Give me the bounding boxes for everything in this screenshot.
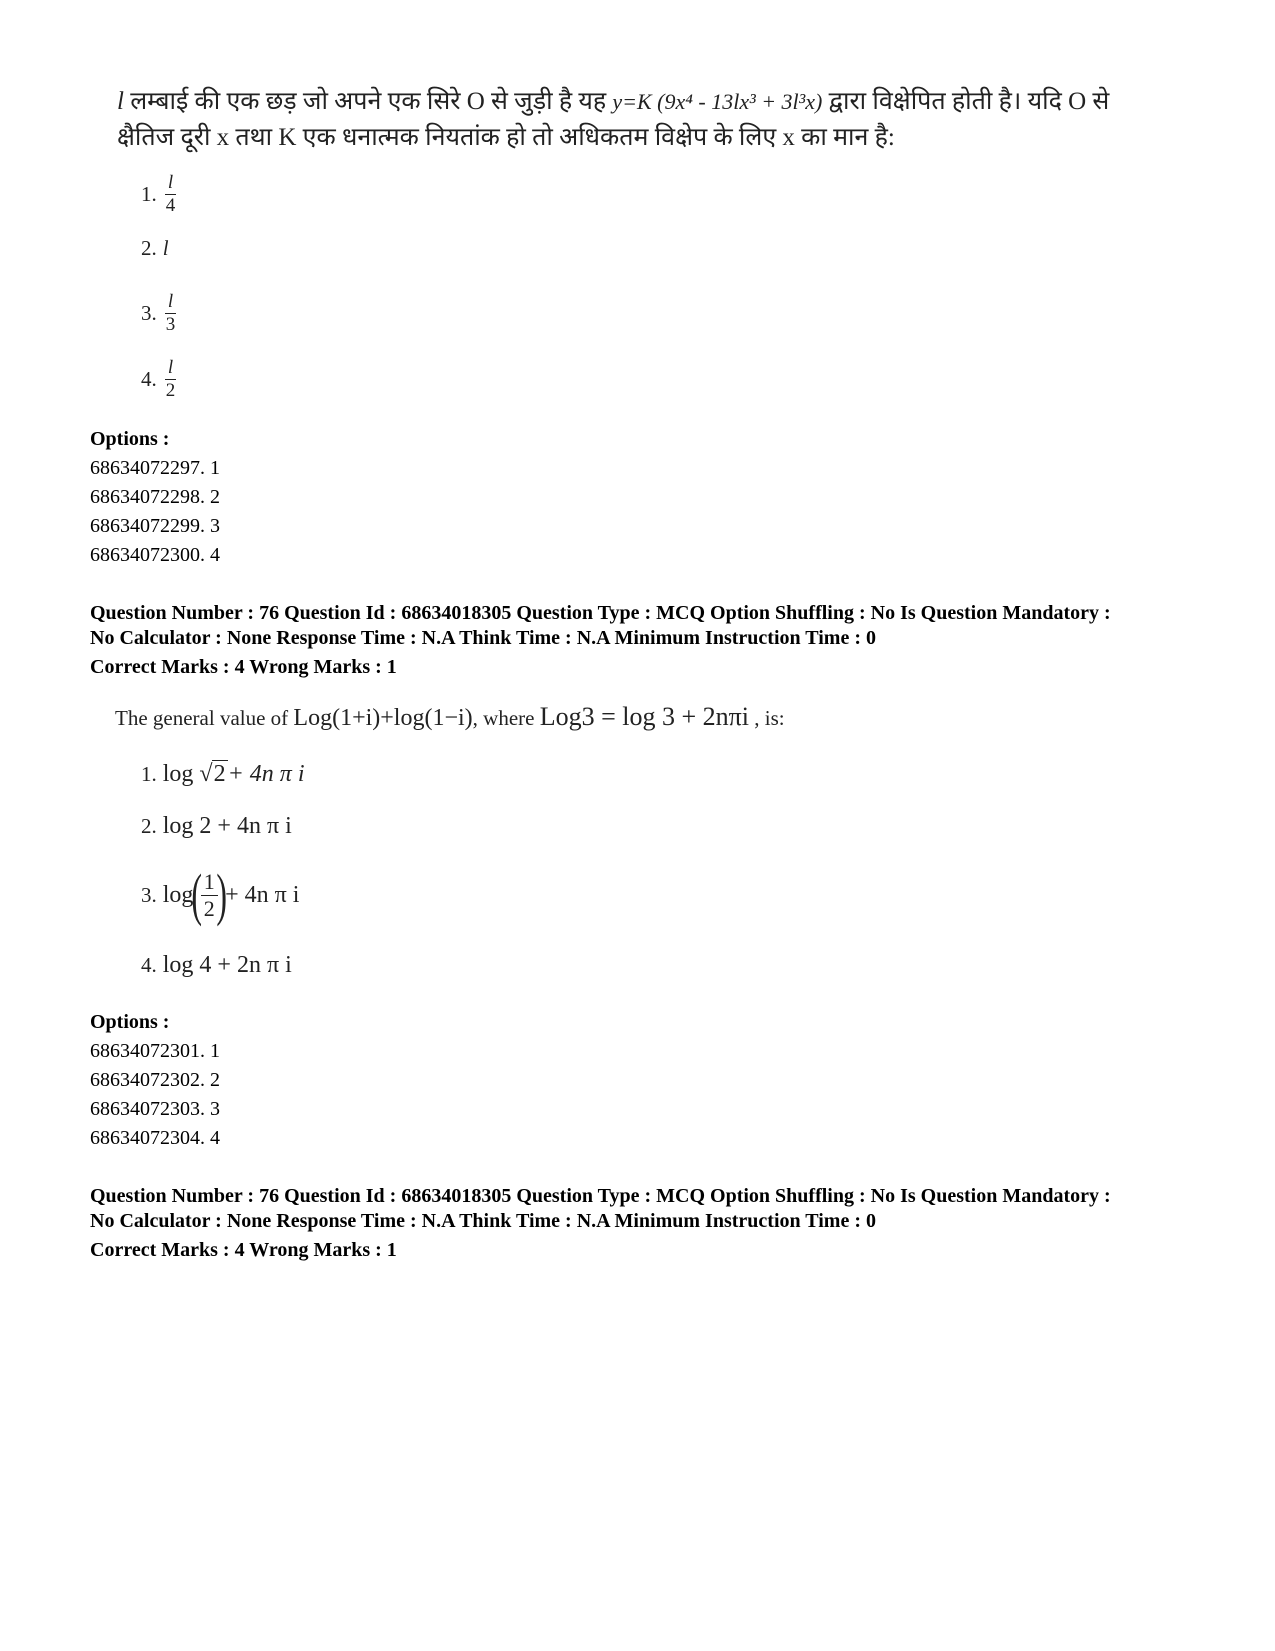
question-75-stem-line1: l लम्बाई की एक छड़ जो अपने एक सिरे O से जुड़ी है यह y=K (9x⁴ - 13lx³ + 3l³x) द्वारा विक्षेपित होती है। यदि O से [117, 88, 1110, 115]
question-meta-line2: No Calculator : None Response Time : N.A Think Time : N.A Minimum Instruction Time : 0 [90, 1210, 876, 1232]
q75-choice-1: 1. $\frac{l}{4}$ [141, 172, 176, 216]
q75-options-block [90, 425, 220, 570]
question-marks: Correct Marks : 4 Wrong Marks : 1 [90, 1239, 397, 1261]
option-id: 68634072303. 3 [90, 1098, 220, 1120]
q75-choice-4: 4. $\frac{l}{2}$ [141, 357, 176, 401]
q76-choice-2: 2. log 2 + 4n π i [141, 813, 292, 839]
options-label: Options : [90, 428, 170, 450]
question-next-header [90, 1184, 1230, 1263]
options-label: Options : [90, 1011, 170, 1033]
question-75-stem [117, 84, 1157, 156]
option-id: 68634072300. 4 [90, 544, 220, 566]
question-75-stem-line2: क्षैतिज दूरी x तथा K एक धनात्मक नियतांक हो तो अधिकतम विक्षेप के लिए x का मान है: [117, 124, 895, 151]
question-76-header [90, 601, 1230, 680]
q75-choice-3: 3. $\frac{l}{3}$ [141, 291, 176, 335]
option-id: 68634072298. 2 [90, 486, 220, 508]
question-76-stem: The general value of Log(1+i)+log(1−i), where Log3 = log 3 + 2nπi , is: [115, 702, 785, 731]
question-meta-line1: Question Number : 76 Question Id : 68634018305 Question Type : MCQ Option Shuffling : No Is Question Mandatory : [90, 602, 1111, 624]
q75-choice-2: 2. l [141, 236, 169, 260]
option-id: 68634072297. 1 [90, 457, 220, 479]
option-id: 68634072301. 1 [90, 1040, 220, 1062]
q76-choice-3: 3. log ( $\frac{1}{2}$ ) + 4n π i [141, 862, 300, 927]
option-id: 68634072299. 3 [90, 515, 220, 537]
option-id: 68634072304. 4 [90, 1127, 220, 1149]
q76-choice-1: 1. log √ 2 + 4n π i [141, 760, 305, 787]
option-id: 68634072302. 2 [90, 1069, 220, 1091]
question-meta-line2: No Calculator : None Response Time : N.A Think Time : N.A Minimum Instruction Time : 0 [90, 627, 876, 649]
question-meta-line1: Question Number : 76 Question Id : 68634018305 Question Type : MCQ Option Shuffling : No Is Question Mandatory : [90, 1185, 1111, 1207]
q76-choice-4: 4. log 4 + 2n π i [141, 952, 292, 978]
q76-options-block [90, 1008, 220, 1153]
question-marks: Correct Marks : 4 Wrong Marks : 1 [90, 656, 397, 678]
